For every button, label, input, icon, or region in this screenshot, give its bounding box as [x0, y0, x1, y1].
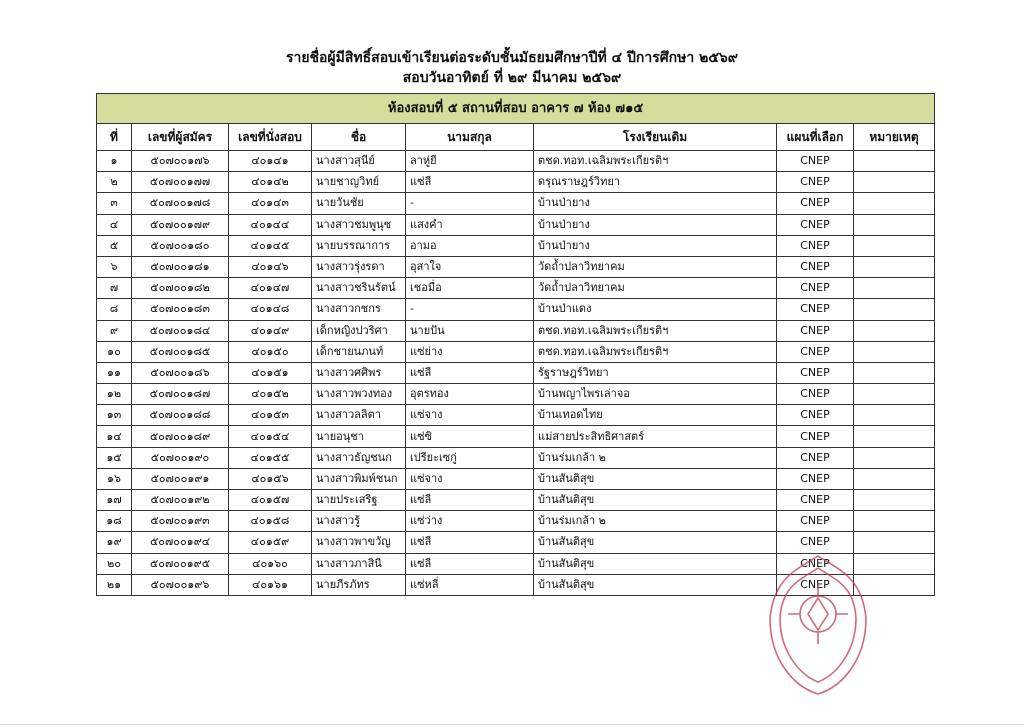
note-cell: [854, 256, 935, 277]
column-header-plan: แผนที่เลือก: [777, 124, 854, 151]
selected-plan-cell: CNEP: [777, 278, 854, 299]
row-number-cell: ๒๐: [97, 553, 132, 574]
application-number-cell: ๕๐๗๐๐๑๙๖: [132, 574, 229, 595]
row-number-cell: ๑๕: [97, 447, 132, 468]
table-row: [97, 405, 935, 426]
row-number-cell: ๒: [97, 172, 132, 193]
seat-number-cell: ๔๐๑๔๑: [229, 151, 312, 172]
application-number-cell: ๕๐๗๐๐๑๙๐: [132, 447, 229, 468]
application-number-cell: ๕๐๗๐๐๑๘๑: [132, 256, 229, 277]
first-name-cell: นายภีรภัทร: [312, 574, 406, 595]
seat-number-cell: ๔๐๑๔๘: [229, 299, 312, 320]
surname-cell: แซ่ซิ: [406, 426, 534, 447]
selected-plan-cell: CNEP: [777, 362, 854, 383]
first-name-cell: นางสาวชมพูนุช: [312, 214, 406, 235]
note-cell: [854, 511, 935, 532]
seat-number-cell: ๔๐๑๕๒: [229, 384, 312, 405]
seat-number-cell: ๔๐๑๔๔: [229, 214, 312, 235]
column-header-note: หมายเหตุ: [854, 124, 935, 151]
application-number-cell: ๕๐๗๐๐๑๗๙: [132, 214, 229, 235]
surname-cell: -: [406, 193, 534, 214]
previous-school-cell: บ้านสันติสุข: [534, 490, 777, 511]
note-cell: [854, 193, 935, 214]
selected-plan-cell: CNEP: [777, 447, 854, 468]
first-name-cell: นางสาวศศิพร: [312, 362, 406, 383]
selected-plan-cell: CNEP: [777, 511, 854, 532]
table-row: [97, 426, 935, 447]
row-number-cell: ๕: [97, 235, 132, 256]
row-number-cell: ๑: [97, 151, 132, 172]
surname-cell: แซ่ลี: [406, 532, 534, 553]
row-number-cell: ๑๐: [97, 341, 132, 362]
seat-number-cell: ๔๐๑๔๗: [229, 278, 312, 299]
row-number-cell: ๘: [97, 299, 132, 320]
table-row: [97, 468, 935, 489]
surname-cell: ลาหู่ยี: [406, 151, 534, 172]
row-number-cell: ๓: [97, 193, 132, 214]
previous-school-cell: บ้านสันติสุข: [534, 553, 777, 574]
surname-cell: แซ่ลี: [406, 362, 534, 383]
previous-school-cell: บ้านร่มเกล้า ๒: [534, 447, 777, 468]
table-row: [97, 362, 935, 383]
selected-plan-cell: CNEP: [777, 320, 854, 341]
seat-number-cell: ๔๐๑๕๙: [229, 532, 312, 553]
table-row: [97, 341, 935, 362]
row-number-cell: ๑๖: [97, 468, 132, 489]
first-name-cell: นางสาวชรินรัตน์: [312, 278, 406, 299]
previous-school-cell: บ้านสันติสุข: [534, 574, 777, 595]
document-title: รายชื่อผู้มีสิทธิ์สอบเข้าเรียนต่อระดับชั้นมัธยมศึกษาปีที่ ๔ ปีการศึกษา ๒๕๖๙: [285, 50, 739, 66]
seat-number-cell: ๔๐๑๖๑: [229, 574, 312, 595]
previous-school-cell: บ้านเทอดไทย: [534, 405, 777, 426]
application-number-cell: ๕๐๗๐๐๑๙๔: [132, 532, 229, 553]
previous-school-cell: บ้านป่าแดง: [534, 299, 777, 320]
previous-school-cell: บ้านสันติสุข: [534, 532, 777, 553]
surname-cell: แซ่หลี่: [406, 574, 534, 595]
previous-school-cell: ดรุณราษฎร์วิทยา: [534, 172, 777, 193]
table-row: [97, 193, 935, 214]
column-header-application-no: เลขที่ผู้สมัคร: [132, 124, 229, 151]
application-number-cell: ๕๐๗๐๐๑๘๙: [132, 426, 229, 447]
selected-plan-cell: CNEP: [777, 384, 854, 405]
seat-number-cell: ๔๐๑๕๔: [229, 426, 312, 447]
seat-number-cell: ๔๐๑๔๒: [229, 172, 312, 193]
first-name-cell: นายบรรณาการ: [312, 235, 406, 256]
column-header-name: ชื่อ: [312, 124, 406, 151]
table-row: [97, 384, 935, 405]
row-number-cell: ๑๙: [97, 532, 132, 553]
note-cell: [854, 362, 935, 383]
surname-cell: แซ่ลี: [406, 172, 534, 193]
column-header-school: โรงเรียนเดิม: [534, 124, 777, 151]
first-name-cell: นางสาวภาสินี: [312, 553, 406, 574]
note-cell: [854, 214, 935, 235]
application-number-cell: ๕๐๗๐๐๑๘๗: [132, 384, 229, 405]
table-row: [97, 553, 935, 574]
surname-cell: แซ่ว่าง: [406, 511, 534, 532]
first-name-cell: นางสาวรู้: [312, 511, 406, 532]
surname-cell: อามอ: [406, 235, 534, 256]
application-number-cell: ๕๐๗๐๐๑๘๒: [132, 278, 229, 299]
table-row: [97, 511, 935, 532]
selected-plan-cell: CNEP: [777, 468, 854, 489]
selected-plan-cell: CNEP: [777, 214, 854, 235]
application-number-cell: ๕๐๗๐๐๑๗๖: [132, 151, 229, 172]
table-row: [97, 299, 935, 320]
column-header-no: ที่: [97, 124, 132, 151]
note-cell: [854, 341, 935, 362]
seat-number-cell: ๔๐๑๕๓: [229, 405, 312, 426]
table-row: [97, 256, 935, 277]
selected-plan-cell: CNEP: [777, 574, 854, 595]
note-cell: [854, 320, 935, 341]
note-cell: [854, 574, 935, 595]
previous-school-cell: บ้านสันติสุข: [534, 468, 777, 489]
selected-plan-cell: CNEP: [777, 235, 854, 256]
first-name-cell: นางสาวลลิตา: [312, 405, 406, 426]
table-row: [97, 447, 935, 468]
first-name-cell: นางสาวพวงทอง: [312, 384, 406, 405]
previous-school-cell: บ้านป่ายาง: [534, 214, 777, 235]
first-name-cell: นางสาวพาขวัญ: [312, 532, 406, 553]
previous-school-cell: วัดถ้ำปลาวิทยาคม: [534, 256, 777, 277]
note-cell: [854, 553, 935, 574]
surname-cell: อุสาใจ: [406, 256, 534, 277]
previous-school-cell: บ้านพญาไพรเล่าจอ: [534, 384, 777, 405]
document-subtitle: สอบวันอาทิตย์ ที่ ๒๙ มีนาคม ๒๕๖๙: [402, 70, 622, 86]
previous-school-cell: วัดถ้ำปลาวิทยาคม: [534, 278, 777, 299]
selected-plan-cell: CNEP: [777, 341, 854, 362]
seat-number-cell: ๔๐๑๖๐: [229, 553, 312, 574]
row-number-cell: ๙: [97, 320, 132, 341]
selected-plan-cell: CNEP: [777, 490, 854, 511]
first-name-cell: นางสาวสุนีย์: [312, 151, 406, 172]
row-number-cell: ๗: [97, 278, 132, 299]
surname-cell: อุตรทอง: [406, 384, 534, 405]
note-cell: [854, 490, 935, 511]
note-cell: [854, 426, 935, 447]
seat-number-cell: ๔๐๑๔๖: [229, 256, 312, 277]
first-name-cell: นางสาวธัญชนก: [312, 447, 406, 468]
application-number-cell: ๕๐๗๐๐๑๘๓: [132, 299, 229, 320]
row-number-cell: ๑๗: [97, 490, 132, 511]
seat-number-cell: ๔๐๑๕๘: [229, 511, 312, 532]
seat-number-cell: ๔๐๑๔๓: [229, 193, 312, 214]
table-row: [97, 151, 935, 172]
previous-school-cell: บ้านป่ายาง: [534, 235, 777, 256]
selected-plan-cell: CNEP: [777, 553, 854, 574]
application-number-cell: ๕๐๗๐๐๑๙๓: [132, 511, 229, 532]
previous-school-cell: บ้านร่มเกล้า ๒: [534, 511, 777, 532]
surname-cell: เปรียะเซกู่: [406, 447, 534, 468]
first-name-cell: นางสาวรุ่งรดา: [312, 256, 406, 277]
table-row: [97, 490, 935, 511]
previous-school-cell: ตชด.ทอท.เฉลิมพระเกียรติฯ: [534, 341, 777, 362]
column-header-surname: นามสกุล: [406, 124, 534, 151]
previous-school-cell: บ้านป่ายาง: [534, 193, 777, 214]
note-cell: [854, 468, 935, 489]
table-row: [97, 532, 935, 553]
table-row: [97, 320, 935, 341]
first-name-cell: นายชาญวิทย์: [312, 172, 406, 193]
selected-plan-cell: CNEP: [777, 256, 854, 277]
surname-cell: แซ่ลี: [406, 490, 534, 511]
selected-plan-cell: CNEP: [777, 405, 854, 426]
row-number-cell: ๑๘: [97, 511, 132, 532]
selected-plan-cell: CNEP: [777, 151, 854, 172]
seat-number-cell: ๔๐๑๕๐: [229, 341, 312, 362]
application-number-cell: ๕๐๗๐๐๑๙๕: [132, 553, 229, 574]
surname-cell: แซ่ย่าง: [406, 341, 534, 362]
table-row: [97, 235, 935, 256]
surname-cell: แซ่จาง: [406, 405, 534, 426]
surname-cell: แซ่ลี: [406, 553, 534, 574]
table-row: [97, 574, 935, 595]
application-number-cell: ๕๐๗๐๐๑๘๖: [132, 362, 229, 383]
selected-plan-cell: CNEP: [777, 299, 854, 320]
table-row: [97, 278, 935, 299]
previous-school-cell: ตชด.ทอท.เฉลิมพระเกียรติฯ: [534, 320, 777, 341]
note-cell: [854, 299, 935, 320]
seat-number-cell: ๔๐๑๕๗: [229, 490, 312, 511]
selected-plan-cell: CNEP: [777, 193, 854, 214]
seat-number-cell: ๔๐๑๔๕: [229, 235, 312, 256]
row-number-cell: ๑๑: [97, 362, 132, 383]
surname-cell: แสงคำ: [406, 214, 534, 235]
first-name-cell: นายวันชัย: [312, 193, 406, 214]
row-number-cell: ๒๑: [97, 574, 132, 595]
first-name-cell: เด็กหญิงปวริศา: [312, 320, 406, 341]
row-number-cell: ๔: [97, 214, 132, 235]
row-number-cell: ๑๔: [97, 426, 132, 447]
first-name-cell: เด็กชายนภนท์: [312, 341, 406, 362]
note-cell: [854, 532, 935, 553]
selected-plan-cell: CNEP: [777, 426, 854, 447]
table-body: [97, 151, 935, 596]
surname-cell: เชอมื่อ: [406, 278, 534, 299]
application-number-cell: ๕๐๗๐๐๑๙๑: [132, 468, 229, 489]
room-header: ห้องสอบที่ ๕ สถานที่สอบ อาคาร ๗ ห้อง ๗๑๕: [97, 94, 935, 124]
page-edge-line: [0, 724, 1024, 725]
seat-number-cell: ๔๐๑๕๖: [229, 468, 312, 489]
seat-number-cell: ๔๐๑๕๕: [229, 447, 312, 468]
application-number-cell: ๕๐๗๐๐๑๘๕: [132, 341, 229, 362]
surname-cell: -: [406, 299, 534, 320]
previous-school-cell: แม่สายประสิทธิศาสตร์: [534, 426, 777, 447]
note-cell: [854, 447, 935, 468]
table-row: [97, 172, 935, 193]
selected-plan-cell: CNEP: [777, 532, 854, 553]
first-name-cell: นางสาวพิมพ์ชนก: [312, 468, 406, 489]
candidate-table: [96, 93, 935, 596]
note-cell: [854, 151, 935, 172]
row-number-cell: ๑๓: [97, 405, 132, 426]
note-cell: [854, 384, 935, 405]
previous-school-cell: ตชด.ทอท.เฉลิมพระเกียรติฯ: [534, 151, 777, 172]
application-number-cell: ๕๐๗๐๐๑๙๒: [132, 490, 229, 511]
application-number-cell: ๕๐๗๐๐๑๘๐: [132, 235, 229, 256]
note-cell: [854, 235, 935, 256]
application-number-cell: ๕๐๗๐๐๑๘๔: [132, 320, 229, 341]
note-cell: [854, 278, 935, 299]
application-number-cell: ๕๐๗๐๐๑๗๘: [132, 193, 229, 214]
note-cell: [854, 405, 935, 426]
application-number-cell: ๕๐๗๐๐๑๗๗: [132, 172, 229, 193]
first-name-cell: นางสาวกชกร: [312, 299, 406, 320]
first-name-cell: นายอนุชา: [312, 426, 406, 447]
column-header-seat-no: เลขที่นั่งสอบ: [229, 124, 312, 151]
application-number-cell: ๕๐๗๐๐๑๘๘: [132, 405, 229, 426]
selected-plan-cell: CNEP: [777, 172, 854, 193]
surname-cell: นายปัน: [406, 320, 534, 341]
first-name-cell: นายประเสริฐ: [312, 490, 406, 511]
row-number-cell: ๖: [97, 256, 132, 277]
surname-cell: แซ่จาง: [406, 468, 534, 489]
table-row: [97, 214, 935, 235]
previous-school-cell: รัฐราษฎร์วิทยา: [534, 362, 777, 383]
row-number-cell: ๑๒: [97, 384, 132, 405]
note-cell: [854, 172, 935, 193]
seat-number-cell: ๔๐๑๔๙: [229, 320, 312, 341]
seat-number-cell: ๔๐๑๕๑: [229, 362, 312, 383]
